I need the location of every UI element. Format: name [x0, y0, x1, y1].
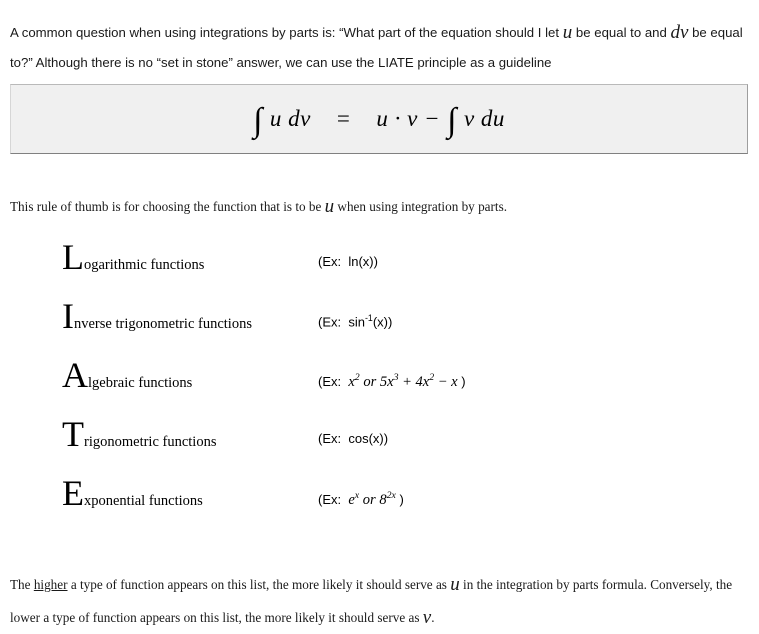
closing-text-part3: in the integration by parts formula. Conversely, the lower a type of function appears on this list, the more likely it should serve as [10, 577, 733, 626]
liate-name-trigonometric [62, 413, 216, 455]
intro-text-part2: be equal to and [572, 25, 671, 41]
liate-name-exponential [62, 472, 203, 514]
formula-rhs-last: v du [463, 106, 505, 131]
liate-initial: A [62, 355, 88, 395]
liate-example-logarithmic: (Ex: ln(x)) [318, 254, 378, 269]
integral-sign-right: ∫ [447, 102, 457, 139]
liate-example-trigonometric: (Ex: cos(x)) [318, 431, 389, 446]
closing-variable-v: v [422, 607, 432, 629]
example-prefix: (Ex: [318, 431, 342, 446]
closing-text-part4: . [431, 610, 435, 626]
liate-initial: E [62, 473, 84, 513]
list-item [62, 472, 742, 531]
rule-text-part2: when using integration by parts. [334, 199, 507, 215]
rule-variable-u: u [324, 196, 335, 218]
intro-text-part1: A common question when using integrations by parts is: “What part of the equation should I let [10, 25, 563, 41]
rule-text-part1: This rule of thumb is for choosing the function that is to be [10, 199, 325, 215]
liate-initial: T [62, 414, 84, 454]
closing-text-part2: a type of function appears on this list, the more likely it should serve as [67, 577, 451, 593]
formula-equals-sign: = [336, 106, 351, 131]
closing-variable-u: u [450, 574, 460, 596]
liate-name-algebraic [62, 354, 192, 396]
formula-rhs-first: u · v − [376, 106, 441, 131]
intro-paragraph [10, 18, 750, 78]
list-item [62, 295, 742, 354]
liate-name-logarithmic [62, 236, 204, 278]
example-prefix: (Ex: [318, 373, 342, 389]
integration-by-parts-formula [11, 85, 747, 153]
closing-paragraph [10, 568, 750, 634]
liate-rest: xponential functions [84, 493, 203, 509]
rule-of-thumb-paragraph [10, 196, 750, 218]
liate-rest: nverse trigonometric functions [74, 316, 252, 332]
intro-text-part3: be equal to?” Although there is no “set in stone” answer, we can use the LIATE principle as a guideline [10, 25, 743, 71]
liate-example-inverse-trig: (Ex: $\sin^{-1}(x)$) [318, 313, 393, 330]
example-prefix: (Ex: [318, 254, 342, 269]
liate-initial: I [62, 296, 74, 336]
liate-rest: rigonometric functions [84, 434, 217, 450]
liate-rest: ogarithmic functions [84, 257, 205, 273]
liate-rest: lgebraic functions [88, 375, 193, 391]
liate-initial: L [62, 237, 84, 277]
liate-list [62, 236, 742, 531]
list-item [62, 413, 742, 472]
closing-emphasis-higher: higher [33, 577, 68, 593]
formula-callout-box [10, 84, 748, 154]
liate-example-exponential: (Ex: $e^x$ or $8^{2x}$ ) [318, 490, 404, 508]
liate-example-algebraic: (Ex: $x^2$ or $5x^3 + 4x^2 - x$ ) [318, 372, 466, 390]
closing-text-part1: The [10, 577, 34, 593]
intro-variable-u: u [562, 22, 573, 44]
integral-sign-left: ∫ [253, 102, 263, 139]
example-prefix: (Ex: [318, 491, 342, 507]
liate-name-inverse-trig [62, 295, 252, 337]
list-item [62, 236, 742, 295]
list-item [62, 354, 742, 413]
intro-variable-dv: dv [670, 22, 689, 44]
example-prefix: (Ex: [318, 314, 342, 330]
formula-lhs: u dv [269, 106, 311, 131]
